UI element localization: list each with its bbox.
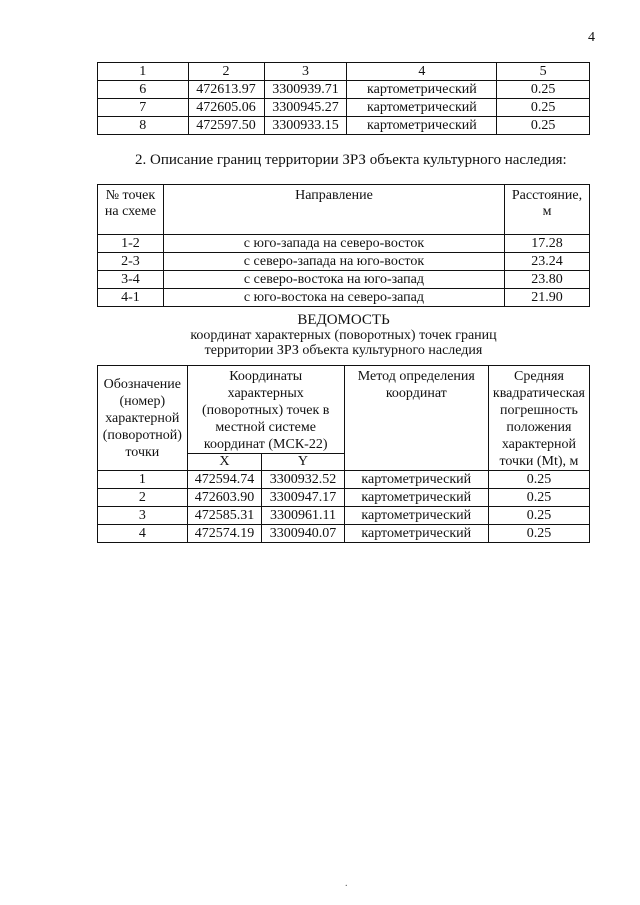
- segment: 4-1: [98, 289, 164, 307]
- header-points: № точек на схеме: [98, 185, 164, 235]
- coord-x: 472585.31: [187, 507, 262, 525]
- method: картометрический: [347, 99, 497, 117]
- table-row: [98, 289, 590, 307]
- coord-y: 3300945.27: [264, 99, 347, 117]
- header-distance: Расстояние, м: [505, 185, 590, 235]
- header-error: Средняя квадратическая погрешность положения характерной точки (Mt), м: [488, 366, 589, 471]
- direction: с северо-запада на юго-восток: [163, 253, 504, 271]
- coord-x: 472613.97: [188, 81, 264, 99]
- scan-dot-mark: .: [345, 878, 348, 889]
- table-header-row: [98, 366, 590, 454]
- distance: 23.24: [505, 253, 590, 271]
- coord-x: 472594.74: [187, 471, 262, 489]
- distance: 23.80: [505, 271, 590, 289]
- vedomost-title: ВЕДОМОСТЬ: [297, 312, 390, 328]
- header-designation: Обозначение (номер) характерной (поворотной) точки: [98, 366, 188, 471]
- header-y: Y: [262, 454, 344, 471]
- direction: с юго-востока на северо-запад: [163, 289, 504, 307]
- table-row: [98, 471, 590, 489]
- table-row: [98, 525, 590, 543]
- vedomost-subtitle-line1: координат характерных (поворотных) точек границ: [190, 328, 497, 343]
- distance: 17.28: [505, 235, 590, 253]
- error-value: 0.25: [497, 117, 590, 135]
- section-heading: 2. Описание границ территории ЗРЗ объекта культурного наследия:: [135, 152, 567, 168]
- segment: 3-4: [98, 271, 164, 289]
- header-method: Метод определения координат: [344, 366, 488, 471]
- page-number: 4: [588, 30, 595, 45]
- vedomost-coordinates-table: [97, 365, 590, 543]
- table-row: [98, 507, 590, 525]
- coord-y: 3300940.07: [262, 525, 344, 543]
- method: картометрический: [344, 489, 488, 507]
- header-coordinates: Координаты характерных (поворотных) точек в местной системе координат (МСК-22): [187, 366, 344, 454]
- column-number: 2: [188, 63, 264, 81]
- error-value: 0.25: [488, 507, 589, 525]
- point-number: 2: [98, 489, 188, 507]
- header-x: X: [187, 454, 262, 471]
- coord-y: 3300947.17: [262, 489, 344, 507]
- vedomost-subtitle-line2: территории ЗРЗ объекта культурного наследия: [204, 343, 483, 358]
- point-number: 8: [98, 117, 189, 135]
- error-value: 0.25: [488, 489, 589, 507]
- coord-y: 3300932.52: [262, 471, 344, 489]
- column-number-row: [98, 63, 590, 81]
- table-row: [98, 271, 590, 289]
- coord-y: 3300933.15: [264, 117, 347, 135]
- table-row: [98, 99, 590, 117]
- table-row: [98, 81, 590, 99]
- coord-x: 472603.90: [187, 489, 262, 507]
- segment: 2-3: [98, 253, 164, 271]
- error-value: 0.25: [497, 99, 590, 117]
- method: картометрический: [344, 471, 488, 489]
- method: картометрический: [344, 507, 488, 525]
- coord-y: 3300939.71: [264, 81, 347, 99]
- method: картометрический: [347, 81, 497, 99]
- boundary-description-table: [97, 184, 590, 307]
- direction: с северо-востока на юго-запад: [163, 271, 504, 289]
- method: картометрический: [344, 525, 488, 543]
- table-row: [98, 489, 590, 507]
- distance: 21.90: [505, 289, 590, 307]
- coord-x: 472605.06: [188, 99, 264, 117]
- column-number: 5: [497, 63, 590, 81]
- column-number: 4: [347, 63, 497, 81]
- error-value: 0.25: [488, 471, 589, 489]
- header-direction: Направление: [163, 185, 504, 235]
- coord-x: 472597.50: [188, 117, 264, 135]
- point-number: 6: [98, 81, 189, 99]
- point-number: 7: [98, 99, 189, 117]
- table-row: [98, 253, 590, 271]
- table-row: [98, 235, 590, 253]
- coordinates-table-continued: [97, 62, 590, 135]
- coord-y: 3300961.11: [262, 507, 344, 525]
- column-number: 1: [98, 63, 189, 81]
- error-value: 0.25: [497, 81, 590, 99]
- direction: с юго-запада на северо-восток: [163, 235, 504, 253]
- error-value: 0.25: [488, 525, 589, 543]
- table-header-row: [98, 185, 590, 235]
- column-number: 3: [264, 63, 347, 81]
- point-number: 3: [98, 507, 188, 525]
- segment: 1-2: [98, 235, 164, 253]
- point-number: 1: [98, 471, 188, 489]
- vedomost-heading: [97, 312, 590, 358]
- table-row: [98, 117, 590, 135]
- coord-x: 472574.19: [187, 525, 262, 543]
- method: картометрический: [347, 117, 497, 135]
- point-number: 4: [98, 525, 188, 543]
